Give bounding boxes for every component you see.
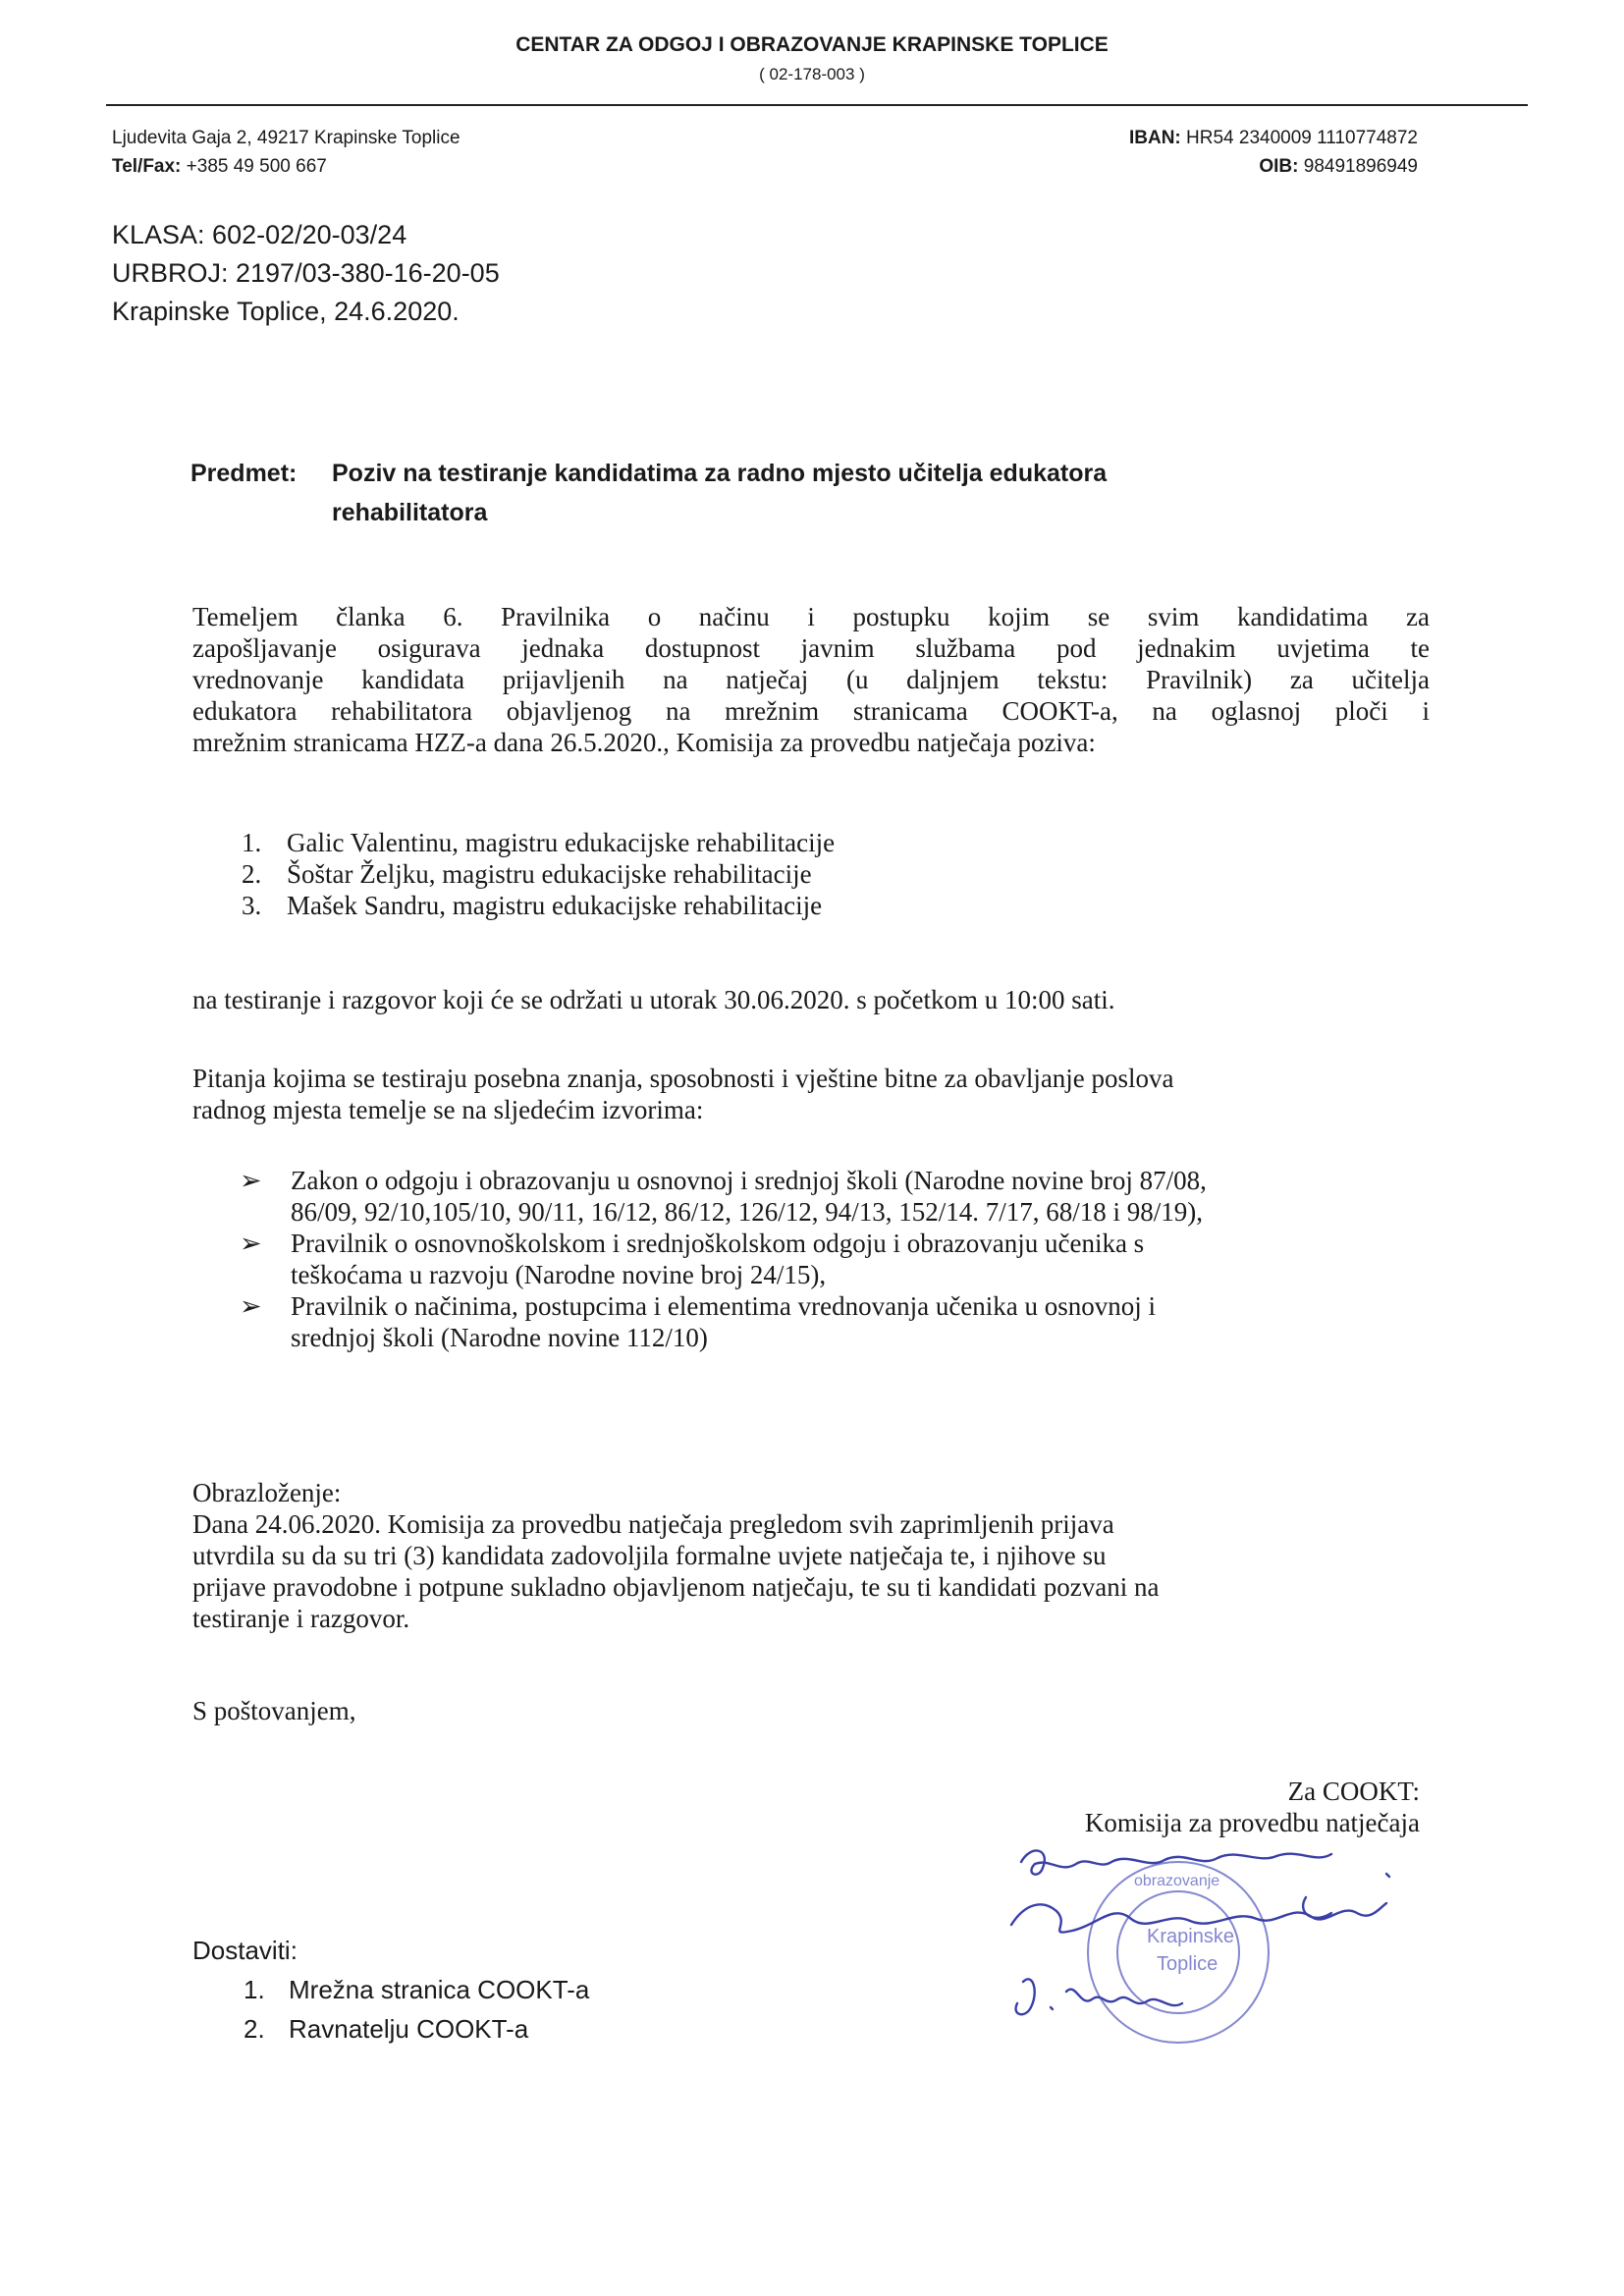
arrow-bullet-icon: ➢: [240, 1229, 262, 1258]
candidate-item: [242, 858, 835, 890]
sources-list: [240, 1165, 1457, 1353]
deliver-title: Dostaviti:: [192, 1936, 298, 1965]
source-item: [240, 1290, 1457, 1353]
subject: [190, 454, 1107, 532]
stamp-middle-text-1: Krapinske: [1147, 1926, 1234, 1947]
reasoning-line: Dana 24.06.2020. Komisija za provedbu natječaja pregledom svih zaprimljenih prijava: [192, 1509, 1114, 1539]
place-date: Krapinske Toplice, 24.6.2020.: [112, 297, 460, 326]
source-item: [240, 1228, 1457, 1290]
candidate-name: Galic Valentinu, magistru edukacijske rehabilitacije: [287, 828, 836, 857]
deliver-text: Mrežna stranica COOKT-a: [289, 1975, 590, 2004]
reasoning-section: [192, 1477, 1160, 1634]
telfax-line: [112, 152, 460, 181]
subject-line-2: rehabilitatora: [332, 499, 488, 526]
source-item: [240, 1165, 1457, 1228]
institution-name: CENTAR ZA ODGOJ I OBRAZOVANJE KRAPINSKE TOPLICE: [515, 33, 1109, 56]
iban-line: [1129, 124, 1418, 152]
source-line: 86/09, 92/10,105/10, 90/11, 16/12, 86/12, 126/12, 94/13, 152/14. 7/17, 68/18 i 98/19),: [291, 1197, 1204, 1227]
questions-line: radnog mjesta temelje se na sljedećim izvorima:: [192, 1095, 704, 1124]
oib-label: OIB:: [1259, 156, 1299, 177]
sign-line-committee: Komisija za provedbu natječaja: [1084, 1808, 1420, 1837]
header-divider: [106, 104, 1528, 106]
candidate-list: [242, 827, 835, 921]
source-line: srednjoj školi (Narodne novine 112/10): [291, 1323, 708, 1352]
subject-label: Predmet:: [190, 460, 298, 487]
intro-line: Temeljem članka 6. Pravilnika o načinu i postupku kojim se svim kandidatima za: [192, 602, 1430, 631]
subject-line-1: Poziv na testiranje kandidatima za radno mjesto učitelja edukatora: [332, 460, 1108, 487]
candidate-item: [242, 890, 835, 921]
candidate-number: 2.: [242, 859, 262, 889]
questions-paragraph: [192, 1063, 1174, 1125]
intro-line: zapošljavanje osigurava jednaka dostupnost javnim službama pod jednakim uvjetima te: [192, 633, 1430, 663]
candidate-number: 1.: [242, 828, 262, 857]
deliver-item: [244, 2009, 589, 2049]
reasoning-line: prijave pravodobne i potpune sukladno objavljenom natječaju, te su ti kandidati pozvani na: [192, 1572, 1160, 1602]
candidate-item: [242, 827, 835, 858]
klasa: KLASA: 602-02/20-03/24: [112, 220, 407, 249]
urbroj: URBROJ: 2197/03-380-16-20-05: [112, 258, 500, 288]
source-line: teškoćama u razvoju (Narodne novine broj 24/15),: [291, 1260, 827, 1289]
signature-and-stamp: [982, 1834, 1434, 2060]
deliver-list: [244, 1970, 589, 2049]
deliver-item: [244, 1970, 589, 2009]
greeting: S poštovanjem,: [192, 1696, 356, 1725]
reference-block: [112, 216, 500, 331]
source-line: Pravilnik o osnovnoškolskom i srednjoškolskom odgoju i obrazovanju učenika s: [291, 1229, 1145, 1258]
reasoning-line: testiranje i razgovor.: [192, 1604, 410, 1633]
arrow-bullet-icon: ➢: [240, 1291, 262, 1321]
iban-label: IBAN:: [1128, 128, 1181, 148]
deliver-number: 1.: [244, 1975, 265, 2004]
telfax-value: +385 49 500 667: [181, 156, 327, 177]
stamp: [1088, 1862, 1269, 2043]
intro-line: mrežnim stranicama HZZ-a dana 26.5.2020., Komisija za provedbu natječaja poziva:: [192, 728, 1096, 757]
questions-line: Pitanja kojima se testiraju posebna znanja, sposobnosti i vještine bitne za obavljanje poslova: [192, 1064, 1174, 1093]
reasoning-title: Obrazloženje:: [192, 1478, 342, 1507]
deliver-text: Ravnatelju COOKT-a: [289, 2014, 529, 2044]
candidate-number: 3.: [242, 891, 262, 920]
arrow-bullet-icon: ➢: [240, 1166, 262, 1195]
bank-block: [1129, 124, 1418, 181]
candidate-name: Šoštar Željku, magistru edukacijske rehabilitacije: [287, 859, 812, 889]
oib-line: [1129, 152, 1418, 181]
deliver-number: 2.: [244, 2014, 265, 2044]
source-line: Pravilnik o načinima, postupcima i elementima vrednovanja učenika u osnovnoj i: [291, 1291, 1157, 1321]
stamp-middle-text-2: Toplice: [1157, 1953, 1218, 1975]
institution-code: ( 02-178-003 ): [759, 65, 865, 83]
telfax-label: Tel/Fax:: [112, 156, 182, 177]
signature-block: [1085, 1776, 1420, 1838]
iban-value: HR54 2340009 1110774872: [1180, 128, 1418, 148]
sign-line-for: Za COOKT:: [1287, 1777, 1420, 1806]
address-line: Ljudevita Gaja 2, 49217 Krapinske Toplice: [112, 128, 460, 148]
oib-value: 98491896949: [1298, 156, 1418, 177]
address-block: [112, 124, 460, 181]
schedule-text: na testiranje i razgovor koji će se održati u utorak 30.06.2020. s početkom u 10:00 sati.: [192, 985, 1115, 1014]
reasoning-line: utvrdila su da su tri (3) kandidata zadovoljila formalne uvjete natječaja te, i njihove su: [192, 1541, 1107, 1570]
intro-paragraph: [192, 601, 1430, 758]
intro-line: vrednovanje kandidata prijavljenih na natječaj (u daljnjem tekstu: Pravilnik) za učitelja: [192, 665, 1430, 694]
intro-line: edukatora rehabilitatora objavljenog na mrežnim stranicama COOKT-a, na oglasnoj ploči i: [192, 696, 1430, 726]
source-line: Zakon o odgoju i obrazovanju u osnovnoj i srednjoj školi (Narodne novine broj 87/08,: [291, 1166, 1207, 1195]
candidate-name: Mašek Sandru, magistru edukacijske rehabilitacije: [287, 891, 823, 920]
stamp-top-text: obrazovanje: [1134, 1873, 1220, 1889]
